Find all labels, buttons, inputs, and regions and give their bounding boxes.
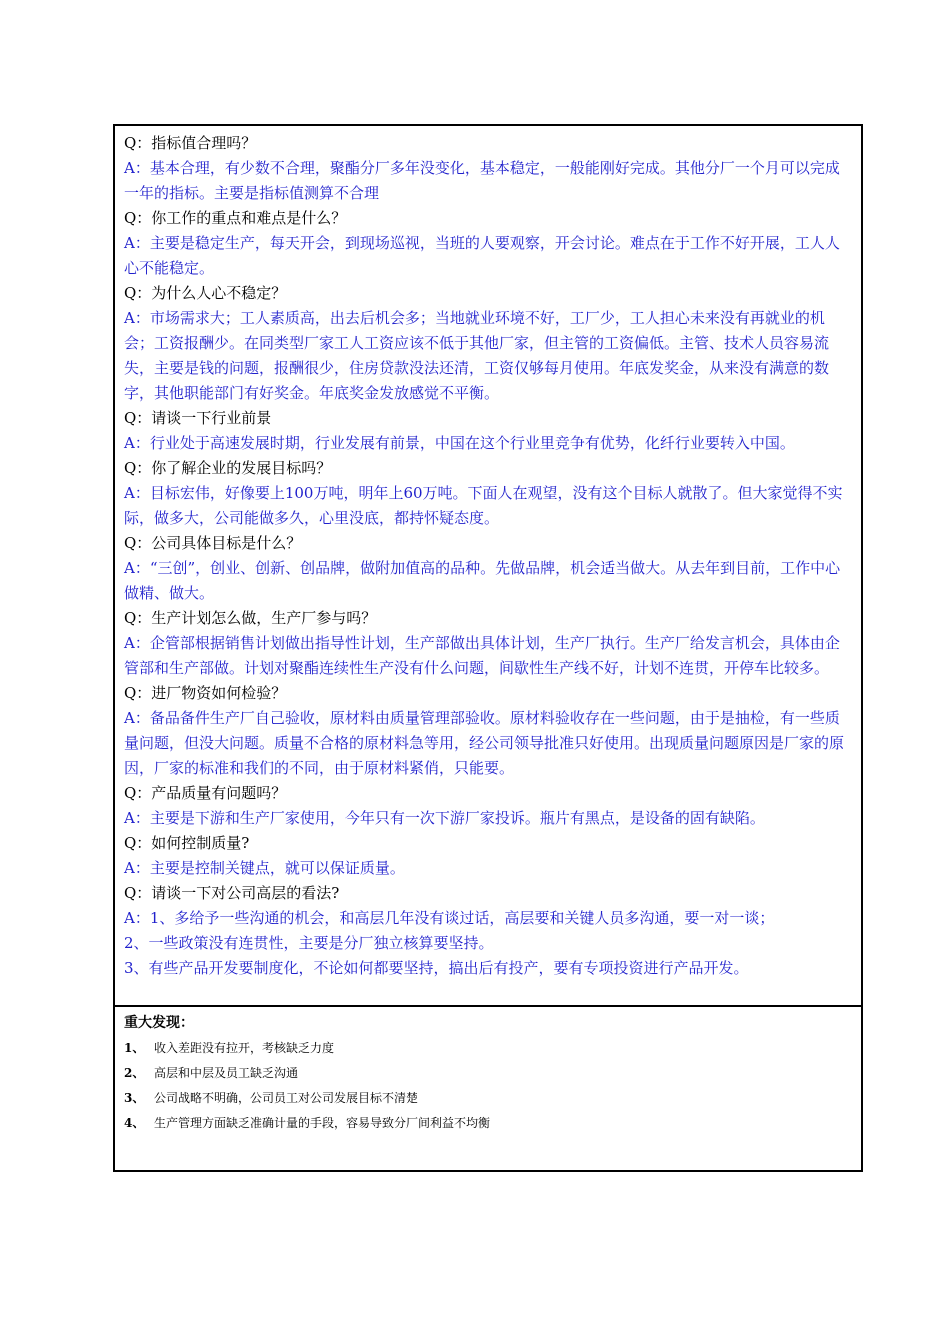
question-text: Q：你工作的重点和难点是什么？: [124, 209, 347, 227]
findings-section: [115, 1007, 861, 1170]
question-text: Q：请谈一下行业前景: [124, 409, 272, 427]
question-text: Q：进厂物资如何检验？: [124, 684, 287, 702]
findings-title: 重大发现：: [124, 1015, 194, 1031]
answer-text: A：1、多给予一些沟通的机会，和高层几年没有谈过话，高层要和关键人员多沟通，要一对一谈；: [124, 909, 775, 927]
finding-number: 2、: [124, 1066, 145, 1080]
question-text: Q：你了解企业的发展目标吗？: [124, 459, 332, 477]
qa-section: [115, 126, 861, 1007]
answer-text: A：企管部根据销售计划做出指导性计划，生产部做出具体计划，生产厂执行。生产厂给发言机会，具体由企管部和生产部做。计划对聚酯连续性生产没有什么问题，间歇性生产线不好，计划不连贯，开停车比较多。: [124, 634, 840, 677]
answer-text: A：主要是稳定生产，每天开会，到现场巡视，当班的人要观察，开会讨论。难点在于工作不好开展，工人人心不能稳定。: [124, 234, 840, 277]
question-text: Q：请谈一下对公司高层的看法?: [124, 884, 340, 902]
finding-text: 生产管理方面缺乏准确计量的手段，容易导致分厂间利益不均衡: [154, 1116, 491, 1130]
finding-number: 4、: [124, 1116, 145, 1130]
interview-table: [113, 124, 863, 1172]
finding-item: [124, 1086, 853, 1111]
answer-text: A：基本合理，有少数不合理，聚酯分厂多年没变化，基本稳定，一般能刚好完成。其他分厂一个月可以完成一年的指标。主要是指标值测算不合理: [124, 159, 840, 202]
question-text: Q：指标值合理吗？: [124, 134, 257, 152]
answer-text: A：行业处于高速发展时期，行业发展有前景，中国在这个行业里竞争有优势，化纤行业要转入中国。: [124, 434, 795, 452]
finding-text: 公司战略不明确，公司员工对公司发展目标不清楚: [154, 1091, 419, 1105]
question-text: Q：产品质量有问题吗？: [124, 784, 287, 802]
answer-text: A：“三创”，创业、创新、创品牌，做附加值高的品种。先做品牌，机会适当做大。从去年到目前，工作中心做精、做大。: [124, 559, 841, 602]
finding-item: [124, 1111, 853, 1136]
finding-number: 3、: [124, 1091, 145, 1105]
finding-number: 1、: [124, 1041, 145, 1055]
answer-text: A：市场需求大；工人素质高，出去后机会多；当地就业环境不好，工厂少，工人担心未来没有再就业的机会；工资报酬少。在同类型厂家工人工资应该不低于其他厂家，但主管的工资偏低。主管、技术人员容易流失，主要是钱的问题，报酬很少，住房贷款没法还清，工资仅够每月使用。年底发奖金，从来没有满意的数字，其他职能部门有好奖金。年底奖金发放感觉不平衡。: [124, 309, 830, 402]
answer-text: A：备品备件生产厂自己验收，原材料由质量管理部验收。原材料验收存在一些问题，由于是抽检，有一些质量问题，但没大问题。质量不合格的原材料急等用，经公司领导批准只好使用。出现质量问题原因是厂家的原因，厂家的标准和我们的不同，由于原材料紧俏，只能要。: [124, 709, 845, 777]
finding-item: [124, 1061, 853, 1086]
answer-continuation: 3、有些产品开发要制度化，不论如何都要坚持，搞出后有投产，要有专项投资进行产品开发。: [124, 959, 749, 977]
finding-item: [124, 1036, 853, 1061]
question-text: Q：公司具体目标是什么？: [124, 534, 302, 552]
answer-text: A：目标宏伟，好像要上100万吨，明年上60万吨。下面人在观望，没有这个目标人就散了。但大家觉得不实际，做多大，公司能做多久，心里没底，都持怀疑态度。: [124, 484, 843, 527]
question-text: Q：生产计划怎么做，生产厂参与吗？: [124, 609, 377, 627]
findings-list: [124, 1036, 853, 1136]
question-text: Q：为什么人心不稳定？: [124, 284, 287, 302]
answer-text: A：主要是下游和生产厂家使用，今年只有一次下游厂家投诉。瓶片有黑点，是设备的固有缺陷。: [124, 809, 765, 827]
answer-continuation: 2、一些政策没有连贯性，主要是分厂独立核算要坚持。: [124, 934, 494, 952]
finding-text: 高层和中层及员工缺乏沟通: [154, 1066, 299, 1080]
question-text: Q：如何控制质量?: [124, 834, 250, 852]
finding-text: 收入差距没有拉开，考核缺乏力度: [154, 1041, 335, 1055]
answer-text: A：主要是控制关键点，就可以保证质量。: [124, 859, 405, 877]
